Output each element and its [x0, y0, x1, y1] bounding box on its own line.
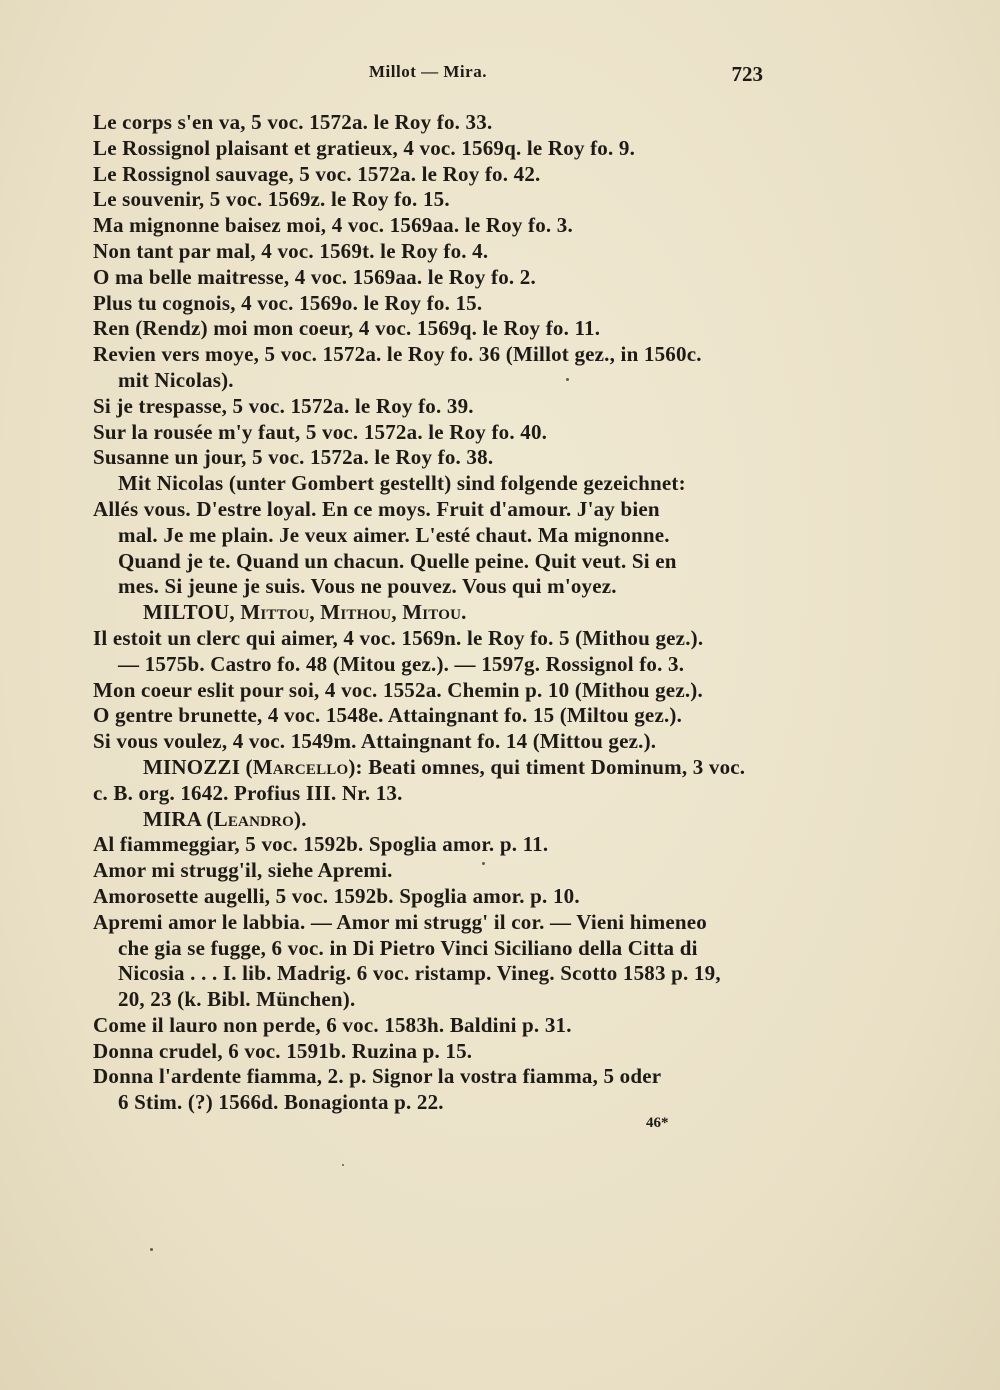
text-line: Mon coeur eslit pour soi, 4 voc. 1552a. Chemin p. 10 (Mithou gez.). [93, 677, 703, 702]
text-line: Plus tu cognois, 4 voc. 1569o. le Roy fo. 15. [93, 290, 483, 315]
text-line: Allés vous. D'estre loyal. En ce moys. Fruit d'amour. J'ay bien [93, 496, 660, 521]
text-line: O ma belle maitresse, 4 voc. 1569aa. le Roy fo. 2. [93, 264, 536, 289]
text-line: Susanne un jour, 5 voc. 1572a. le Roy fo. 38. [93, 445, 494, 470]
text-line: Le corps s'en va, 5 voc. 1572a. le Roy fo. 33. [93, 110, 493, 134]
text-line: 20, 23 (k. Bibl. München). [118, 987, 356, 1012]
text-line: Amor mi strugg'il, siehe Apremi. [93, 858, 393, 883]
text-line: Sur la rousée m'y faut, 5 voc. 1572a. le Roy fo. 40. [93, 419, 548, 444]
text-line: Donna l'ardente fiamma, 2. p. Signor la vostra fiamma, 5 oder [93, 1064, 662, 1089]
paper-speck [482, 862, 485, 865]
text-line: Amorosette augelli, 5 voc. 1592b. Spoglia amor. p. 10. [93, 883, 580, 908]
composer-name: MILTOU, [143, 600, 235, 625]
page-header [93, 62, 763, 90]
text-line: Le Rossignol sauvage, 5 voc. 1572a. le Roy fo. 42. [93, 161, 541, 186]
text-line: Non tant par mal, 4 voc. 1569t. le Roy fo. 4. [93, 238, 489, 263]
paper-speck [566, 378, 569, 381]
text-line: Al fiammeggiar, 5 voc. 1592b. Spoglia amor. p. 11. [93, 832, 549, 857]
running-head: Millot — Mira. [369, 62, 487, 81]
composer-first-name: Leandro [213, 806, 295, 831]
text-line: Ma mignonne baisez moi, 4 voc. 1569aa. le Roy fo. 3. [93, 213, 573, 238]
paper-speck [342, 1164, 344, 1166]
text-line: Le souvenir, 5 voc. 1569z. le Roy fo. 15. [93, 187, 450, 212]
text-line: Le Rossignol plaisant et gratieux, 4 voc. 1569q. le Roy fo. 9. [93, 135, 636, 160]
composer-entry: Beati omnes, qui timent Dominum, 3 voc. [368, 754, 746, 779]
text-line: Ren (Rendz) moi mon coeur, 4 voc. 1569q. le Roy fo. 11. [93, 316, 601, 341]
text-line: mit Nicolas). [118, 367, 234, 392]
composer-heading-miltou [93, 600, 763, 626]
text-line: Come il lauro non perde, 6 voc. 1583h. Baldini p. 31. [93, 1012, 572, 1037]
composer-name: MIRA [143, 806, 201, 831]
text-line: Si je trespasse, 5 voc. 1572a. le Roy fo. 39. [93, 393, 474, 418]
composer-name: MINOZZI [143, 754, 241, 779]
text-line: mal. Je me plain. Je veux aimer. L'esté chaut. Ma mignonne. [118, 522, 670, 547]
composer-heading-minozzi: MINOZZI (Marcello): Beati omnes, qui timent Dominum, 3 voc. [143, 754, 746, 779]
text-line: mes. Si jeune je suis. Vous ne pouvez. Vous qui m'oyez. [118, 574, 617, 599]
paper-speck [150, 1248, 153, 1251]
text-line: Quand je te. Quand un chacun. Quelle peine. Quit veut. Si en [118, 548, 677, 573]
text-line: che gia se fugge, 6 voc. in Di Pietro Vinci Siciliano della Citta di [118, 935, 698, 960]
text-line: O gentre brunette, 4 voc. 1548e. Attaingnant fo. 15 (Miltou gez.). [93, 703, 683, 728]
composer-name-variants: Mittou, Mithou, Mitou. [240, 600, 467, 625]
page-body [93, 110, 763, 1116]
text-line: c. B. org. 1642. Profius III. Nr. 13. [93, 780, 403, 805]
text-line: 6 Stim. (?) 1566d. Bonagionta p. 22. [118, 1090, 444, 1115]
page-number: 723 [731, 62, 763, 86]
text-line: Donna crudel, 6 voc. 1591b. Ruzina p. 15. [93, 1038, 473, 1063]
text-line: Nicosia . . . I. lib. Madrig. 6 voc. ristamp. Vineg. Scotto 1583 p. 19, [118, 961, 721, 986]
text-line: Revien vers moye, 5 voc. 1572a. le Roy fo. 36 (Millot gez., in 1560c. [93, 342, 702, 367]
text-line: Si vous voulez, 4 voc. 1549m. Attaingnant fo. 14 (Mittou gez.). [93, 729, 657, 754]
composer-first-name: Marcello [252, 754, 349, 779]
text-line: Apremi amor le labbia. — Amor mi strugg' il cor. — Vieni himeneo [93, 909, 708, 934]
text-line: Il estoit un clerc qui aimer, 4 voc. 1569n. le Roy fo. 5 (Mithou gez.). [93, 625, 704, 650]
text-line: Mit Nicolas (unter Gombert gestellt) sind folgende gezeichnet: [118, 471, 686, 496]
composer-heading-mira: MIRA (Leandro). [143, 806, 307, 831]
text-line: — 1575b. Castro fo. 48 (Mitou gez.). — 1597g. Rossignol fo. 3. [118, 651, 685, 676]
signature-mark: 46* [646, 1115, 669, 1131]
